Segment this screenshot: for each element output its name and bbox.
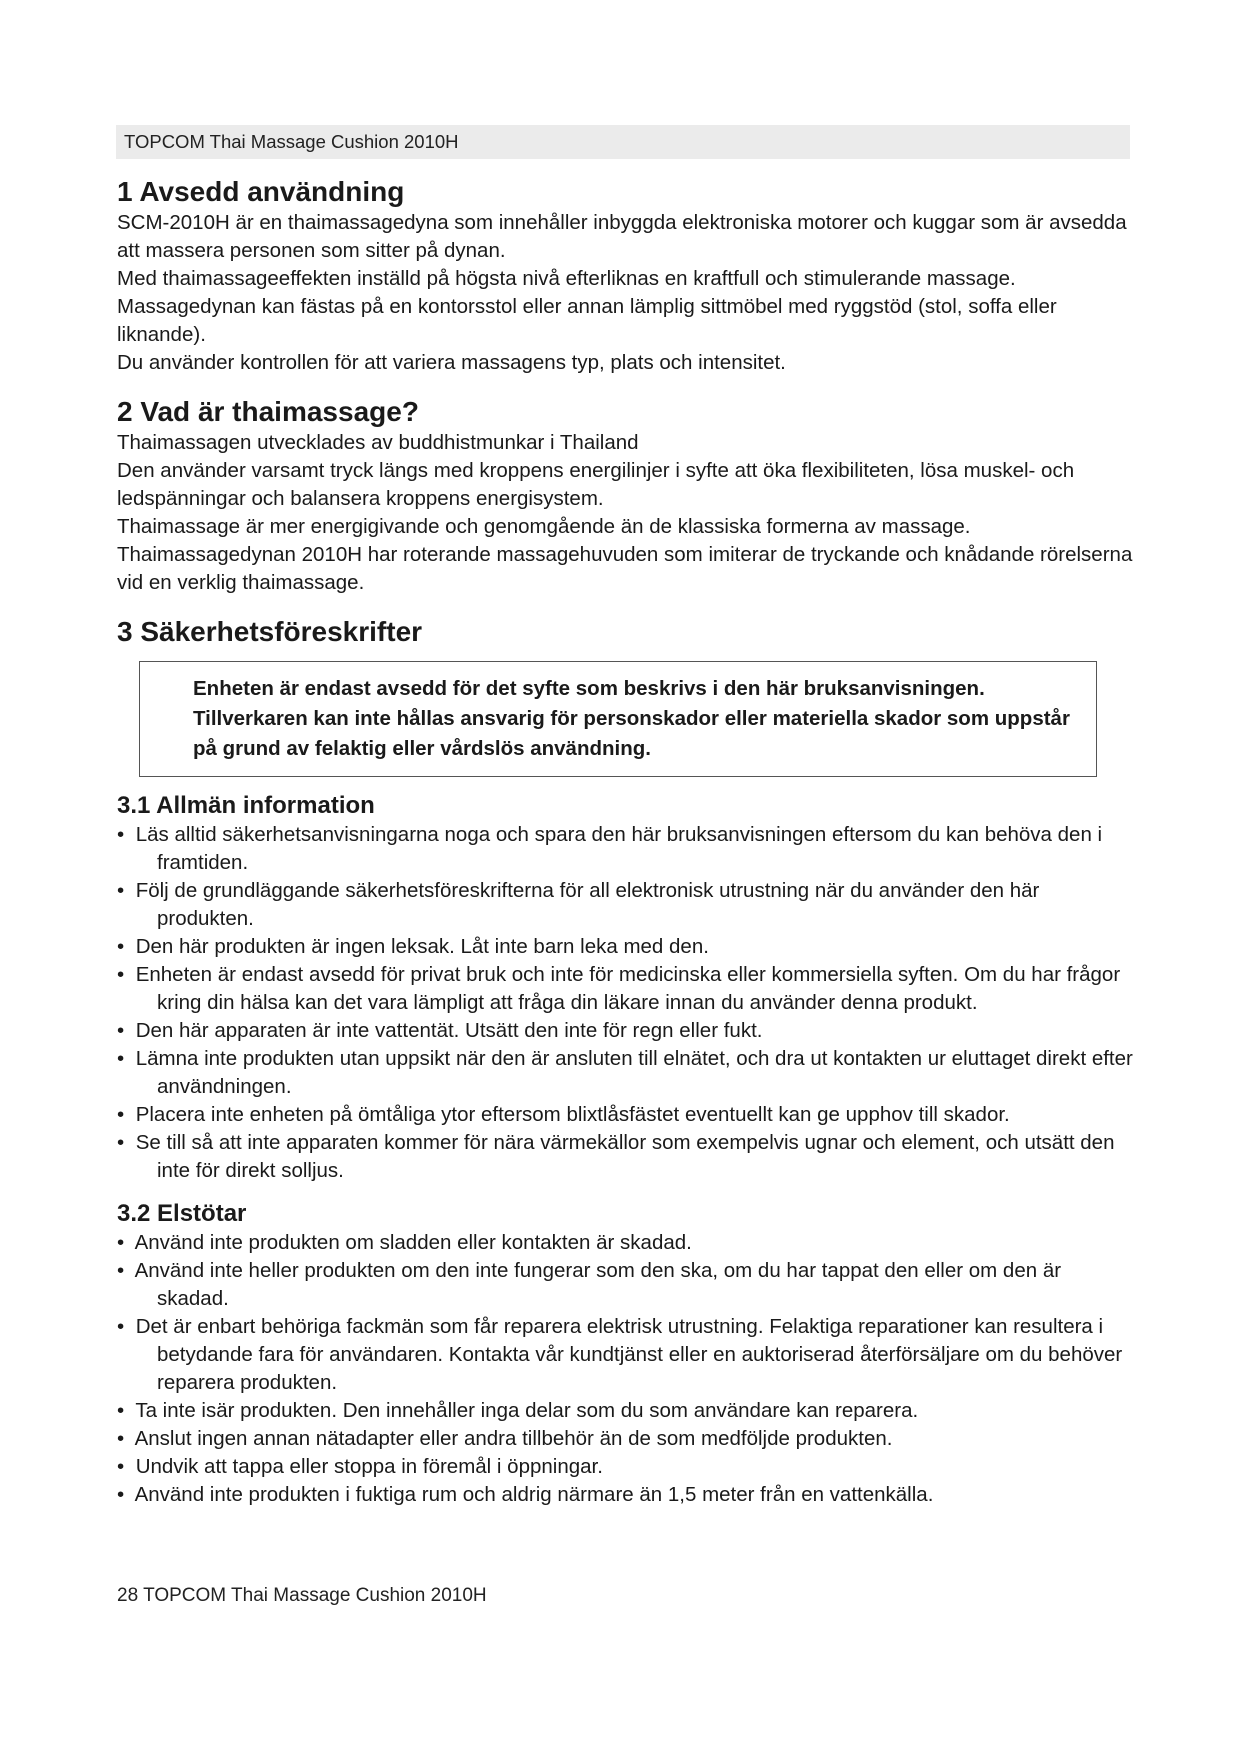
- bullet: •: [117, 963, 125, 986]
- page-number: 28: [117, 1585, 139, 1606]
- section-3-2-heading: 3.2 Elstötar: [117, 1200, 247, 1227]
- list-item: • Anslut ingen annan nätadapter eller andra tillbehör än de som medföljde produkten.: [117, 1425, 1137, 1453]
- bullet: •: [117, 1455, 125, 1478]
- list-item: • Använd inte heller produkten om den inte fungerar som den ska, om du har tappat den eller om den är skadad.: [117, 1259, 1062, 1310]
- running-header: [116, 125, 1130, 159]
- bullet: •: [117, 1131, 125, 1154]
- section-2-paragraph: Thaimassagen utvecklades av buddhistmunkar i Thailand: [117, 431, 639, 454]
- running-header-title: TOPCOM Thai Massage Cushion 2010H: [124, 131, 459, 152]
- section-1-paragraph: Du använder kontrollen för att variera massagens typ, plats och intensitet.: [117, 351, 786, 374]
- bullet: •: [117, 1231, 125, 1254]
- list-item: • Den här apparaten är inte vattentät. Utsätt den inte för regn eller fukt.: [117, 1017, 1137, 1045]
- bullet: •: [117, 1103, 125, 1126]
- bullet: •: [117, 1315, 125, 1338]
- list-item: • Den här produkten är ingen leksak. Låt inte barn leka med den.: [117, 933, 1137, 961]
- list-item: • Använd inte produkten om sladden eller kontakten är skadad.: [117, 1229, 1137, 1257]
- bullet: •: [117, 1399, 125, 1422]
- section-2-paragraph: Thaimassage är mer energigivande och genomgående än de klassiska formerna av massage.: [117, 515, 971, 538]
- section-2-paragraph: Thaimassagedynan 2010H har roterande massagehuvuden som imiterar de tryckande och knådande rörelserna vid en verklig thaimassage.: [117, 543, 1133, 594]
- bullet: •: [117, 1047, 125, 1070]
- bullet: •: [117, 1427, 125, 1450]
- bullet: •: [117, 1019, 125, 1042]
- section-1-paragraph: Med thaimassageeffekten inställd på högsta nivå efterliknas en kraftfull och stimulerande massage.: [117, 267, 1016, 290]
- section-1-paragraph: SCM-2010H är en thaimassagedyna som innehåller inbyggda elektroniska motorer och kuggar som är avsedda att massera personen som sitter på dynan.: [117, 211, 1127, 262]
- list-item: • Ta inte isär produkten. Den innehåller inga delar som du som användare kan reparera.: [117, 1397, 1137, 1425]
- list-item: • Lämna inte produkten utan uppsikt när den är ansluten till elnätet, och dra ut kontakten ur eluttaget direkt efter användningen.: [117, 1047, 1133, 1098]
- bullet: •: [117, 1483, 125, 1506]
- list-item: • Undvik att tappa eller stoppa in föremål i öppningar.: [117, 1453, 1137, 1481]
- bullet: •: [117, 823, 125, 846]
- bullet: •: [117, 935, 125, 958]
- page-content: [117, 175, 1137, 1509]
- section-1-heading: 1 Avsedd användning: [117, 176, 405, 207]
- electric-shock-list: [117, 1229, 1137, 1509]
- list-item: • Se till så att inte apparaten kommer för nära värmekällor som exempelvis ugnar och element, och utsätt den inte för direkt solljus.: [117, 1131, 1115, 1182]
- section-2-paragraph: Den använder varsamt tryck längs med kroppens energilinjer i syfte att öka flexibiliteten, lösa muskel- och ledspänningar och balansera kroppens energisystem.: [117, 459, 1075, 510]
- general-info-list: [117, 821, 1137, 1185]
- list-item: • Enheten är endast avsedd för privat bruk och inte för medicinska eller kommersiella syften. Om du har frågor kring din hälsa kan det vara lämpligt att fråga din läkare innan du använder denna produkt.: [117, 963, 1121, 1014]
- section-2-heading: 2 Vad är thaimassage?: [117, 396, 419, 427]
- footer-title: TOPCOM Thai Massage Cushion 2010H: [143, 1585, 487, 1606]
- page-footer: [117, 1585, 487, 1607]
- bullet: •: [117, 879, 125, 902]
- warning-line: Tillverkaren kan inte hållas ansvarig för personskador eller materiella skador som uppstår på grund av felaktig eller vårdslös användning.: [193, 707, 1070, 760]
- safety-warning-box: [139, 661, 1097, 777]
- section-3-heading: 3 Säkerhetsföreskrifter: [117, 616, 423, 647]
- list-item: • Läs alltid säkerhetsanvisningarna noga och spara den här bruksanvisningen eftersom du kan behöva den i framtiden.: [117, 823, 1103, 874]
- bullet: •: [117, 1259, 125, 1282]
- section-3-1-heading: 3.1 Allmän information: [117, 792, 375, 819]
- list-item: • Det är enbart behöriga fackmän som får reparera elektrisk utrustning. Felaktiga reparationer kan resultera i betydande fara för användaren. Kontakta vår kundtjänst eller en auktoriserad återförsäljare om du behöver reparera produkten.: [117, 1315, 1123, 1394]
- list-item: • Använd inte produkten i fuktiga rum och aldrig närmare än 1,5 meter från en vattenkälla.: [117, 1481, 1137, 1509]
- warning-line: Enheten är endast avsedd för det syfte som beskrivs i den här bruksanvisningen.: [193, 677, 985, 700]
- section-1-paragraph: Massagedynan kan fästas på en kontorsstol eller annan lämplig sittmöbel med ryggstöd (stol, soffa eller liknande).: [117, 295, 1057, 346]
- list-item: • Placera inte enheten på ömtåliga ytor eftersom blixtlåsfästet eventuellt kan ge upphov till skador.: [117, 1101, 1137, 1129]
- list-item: • Följ de grundläggande säkerhetsföreskrifterna för all elektronisk utrustning när du använder den här produkten.: [117, 879, 1040, 930]
